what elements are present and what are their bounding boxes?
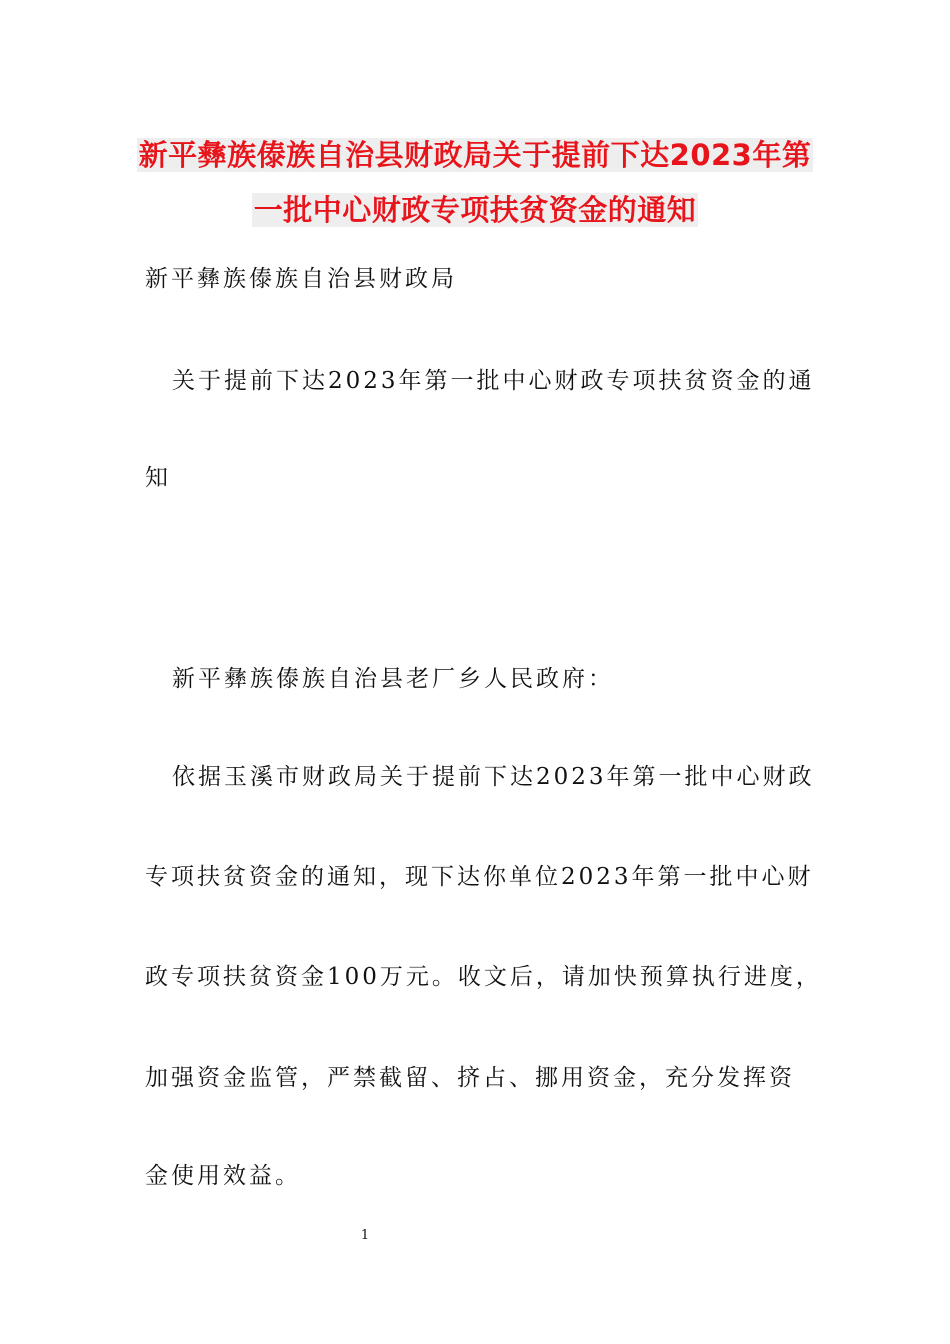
subject-line-2: 知 (145, 465, 171, 491)
addressee-line: 新平彝族傣族自治县老厂乡人民政府： (172, 666, 614, 692)
issuer-line: 新平彝族傣族自治县财政局 (145, 266, 457, 292)
body-line-4: 加强资金监管，严禁截留、挤占、挪用资金，充分发挥资 (145, 1065, 795, 1091)
body-line-5: 金使用效益。 (145, 1163, 301, 1189)
document-title-line-1 (0, 136, 950, 174)
page-number: 1 (360, 1228, 370, 1243)
body-line-1: 依据玉溪市财政局关于提前下达2023年第一批中心财政 (172, 764, 815, 790)
title-text-2: 一批中心财政专项扶贫资金的通知 (253, 193, 697, 227)
body-line-2: 专项扶贫资金的通知，现下达你单位2023年第一批中心财 (145, 864, 814, 890)
title-text-1: 新平彝族傣族自治县财政局关于提前下达2023年第 (138, 138, 812, 172)
subject-line-1: 关于提前下达2023年第一批中心财政专项扶贫资金的通 (172, 368, 815, 394)
body-line-3: 政专项扶贫资金100万元。收文后，请加快预算执行进度， (145, 964, 822, 990)
document-title-line-2 (0, 191, 950, 229)
